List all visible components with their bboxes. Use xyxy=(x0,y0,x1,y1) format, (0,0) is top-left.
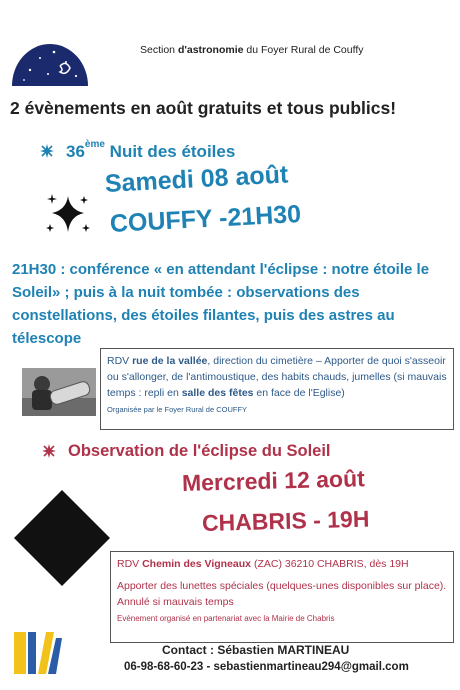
federation-logo-icon xyxy=(12,628,64,678)
event2-bring-text: Apporter des lunettes spéciales (quelques-unes disponibles sur place). Annulé si mauvais temps xyxy=(117,580,447,608)
eclipse-crescent-icon xyxy=(12,488,112,588)
header-org-line: Section d'astronomie du Foyer Rural de Couffy xyxy=(140,44,364,56)
event2-place-time: CHABRIS - 19H xyxy=(201,505,370,536)
telescope-photo xyxy=(22,368,96,416)
event1-title: 36ème Nuit des étoiles xyxy=(66,139,236,161)
event2-organizer: Evènement organisé en partenariat avec la Mairie de Chabris xyxy=(117,614,335,623)
event1-organizer: Organisée par le Foyer Rural de COUFFY xyxy=(107,405,248,414)
event1-date: Samedi 08 août xyxy=(104,160,289,198)
event2-rdv-text: RDV Chemin des Vigneaux (ZAC) 36210 CHABRIS, dès 19H xyxy=(117,558,409,570)
event1-rdv-text: RDV rue de la vallée, direction du cimetière – Apporter de quoi s'asseoir ou s'allonger, de l'antimoustique, des habits chauds, jumelles (si mauvais temps : repli en salle des fêtes en face de l'Eglise) xyxy=(107,355,447,399)
astronomy-logo-icon xyxy=(10,40,90,88)
event1-info-box xyxy=(100,348,454,430)
event1-place-time: COUFFY -21H30 xyxy=(109,200,302,238)
event2-title: Observation de l'éclipse du Soleil xyxy=(68,442,331,460)
contact-name: Contact : Sébastien MARTINEAU xyxy=(162,643,350,657)
event1-description: 21H30 : conférence « en attendant l'éclipse : notre étoile le Soleil» ; puis à la nuit tombée : observations des constellations, des étoiles filantes, puis des astres au télescope xyxy=(12,261,430,347)
contact-phone-email: 06-98-68-60-23 - sebastienmartineau294@gmail.com xyxy=(124,661,409,673)
event2-date: Mercredi 12 août xyxy=(181,465,366,496)
page-headline: 2 évènements en août gratuits et tous publics! xyxy=(10,98,397,118)
event2-info-box xyxy=(110,551,454,643)
sparkle-stars-icon xyxy=(44,190,92,236)
